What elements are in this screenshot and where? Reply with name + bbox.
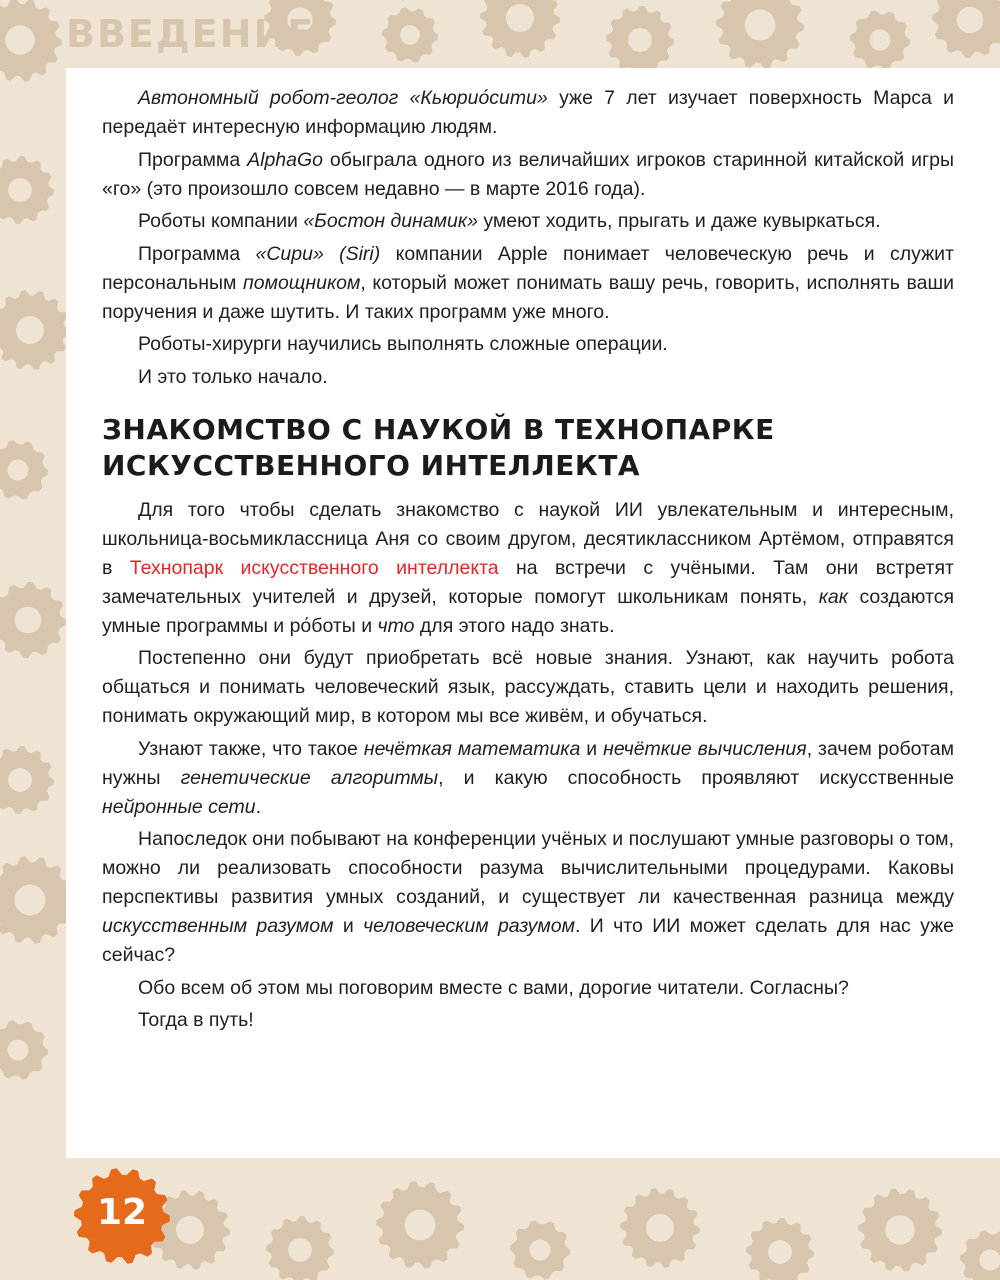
gear-icon bbox=[716, 0, 804, 69]
italic-term: как bbox=[818, 585, 848, 608]
gear-icon bbox=[850, 10, 910, 69]
text-run: . bbox=[255, 795, 262, 818]
gear-icon bbox=[960, 1230, 1000, 1280]
italic-term: искусственным разумом bbox=[102, 915, 334, 937]
text-run: уже 7 лет изучает поверхность Марса и передаёт интересную информацию людям. bbox=[102, 87, 954, 138]
article-body bbox=[102, 84, 954, 1039]
text-run: Роботы-хирурги научились выполнять сложные операции. bbox=[138, 333, 668, 355]
page-number: 12 bbox=[96, 1192, 148, 1233]
text-run: , и какую способность проявляют искусственные bbox=[438, 766, 954, 789]
text-run: . И что ИИ может сделать для нас уже сейчас? bbox=[102, 915, 955, 966]
gear-icon bbox=[620, 1188, 700, 1267]
gear-icon bbox=[510, 1220, 570, 1279]
italic-term: Автономный робот-геолог «Кьюрио́сити» bbox=[138, 87, 548, 109]
text-run: Постепенно они будут приобретать всё новые знания. Узнают, как научить робота общаться и понимать человеческий язык, рассуждать, ставить цели и находить решения, понимать окружающий мир, в котором мы все живём, и обучаться. bbox=[102, 647, 954, 727]
italic-term: нечёткие вычисления bbox=[603, 737, 807, 760]
text-run: создаются умные программы и ро́боты и bbox=[102, 585, 955, 637]
text-run: компании Apple понимает человеческую речь и служит персональным bbox=[102, 242, 954, 294]
text-run: , который может понимать вашу речь, говорить, исполнять ваши поручения и даже шутить. И таких программ уже много. bbox=[102, 271, 955, 323]
gear-icon bbox=[0, 746, 54, 814]
content-panel bbox=[66, 68, 1000, 1158]
gear-icon bbox=[0, 1020, 48, 1079]
text-run: Узнают также, что такое bbox=[138, 737, 364, 760]
text-run: для этого надо знать. bbox=[414, 614, 615, 637]
intro-paragraph bbox=[102, 146, 954, 204]
gear-icon bbox=[0, 290, 70, 369]
italic-term: AlphaGo bbox=[247, 148, 323, 171]
text-run: Программа bbox=[138, 148, 248, 171]
main-paragraphs bbox=[102, 496, 954, 1036]
main-paragraph bbox=[102, 735, 954, 822]
gear-icon bbox=[932, 0, 1000, 58]
text-run: И это только начало. bbox=[138, 365, 328, 388]
main-paragraph bbox=[102, 974, 954, 1003]
intro-paragraph bbox=[102, 207, 954, 236]
gear-icon bbox=[0, 156, 54, 224]
text-run: Роботы компании bbox=[138, 210, 304, 232]
text-run: Тогда в путь! bbox=[138, 1009, 254, 1031]
intro-paragraphs bbox=[102, 84, 954, 392]
gear-icon bbox=[0, 440, 48, 499]
text-run: и bbox=[333, 915, 364, 937]
italic-term: помощником bbox=[243, 271, 361, 294]
gear-icon bbox=[266, 1216, 334, 1280]
italic-term: нечёткая математика bbox=[363, 737, 581, 760]
main-paragraph bbox=[102, 644, 954, 731]
section-heading-line2: ИСКУССТВЕННОГО ИНТЕЛЛЕКТА bbox=[102, 448, 641, 482]
text-run: обыграла одного из величайших игроков старинной китайской игры «го» (это произошло совсем недавно — в марте 2016 года). bbox=[102, 148, 955, 200]
gear-icon bbox=[0, 856, 74, 943]
text-run: Программа bbox=[138, 242, 256, 265]
highlighted-term: Технопарк искусственного интеллекта bbox=[129, 556, 499, 579]
intro-paragraph bbox=[102, 330, 954, 359]
gear-icon bbox=[376, 1181, 464, 1268]
section-heading-line1: ЗНАКОМСТВО С НАУКОЙ В ТЕХНОПАРКЕ bbox=[102, 412, 775, 446]
main-paragraph bbox=[102, 825, 954, 970]
gear-icon bbox=[606, 6, 674, 74]
italic-term: что bbox=[377, 614, 415, 637]
gear-icon bbox=[0, 582, 66, 658]
main-paragraph bbox=[102, 1006, 954, 1035]
text-run: Для того чтобы сделать знакомство с наукой ИИ увлекательным и интересным, школьница-восьмиклассница Аня со своим другом, десятиклассником Артёмом, отправятся в bbox=[102, 498, 954, 579]
section-header: ВВЕДЕНИЕ bbox=[66, 12, 316, 56]
text-run: и bbox=[580, 737, 604, 760]
intro-paragraph bbox=[102, 363, 954, 392]
italic-term: «Сири» (Siri) bbox=[255, 242, 381, 265]
italic-term: нейронные сети bbox=[102, 795, 256, 818]
intro-paragraph bbox=[102, 240, 954, 327]
gear-icon bbox=[0, 0, 62, 82]
text-run: умеют ходить, прыгать и даже кувыркаться. bbox=[477, 210, 881, 232]
gear-icon bbox=[746, 1218, 814, 1280]
text-run: , зачем роботам нужны bbox=[102, 737, 955, 789]
text-run: на встречи с учёными. Там они встретят замечательных учителей и друзей, которые помогут школьникам понять, bbox=[102, 556, 954, 608]
section-heading bbox=[102, 412, 954, 484]
text-run: Напоследок они побывают на конференции учёных и послушают умные разговоры о том, можно ли реализовать способности разума вычислительными процедурами. Каковы перспективы развития умных созданий, и существует ли качественная разница между bbox=[102, 828, 954, 908]
text-run: Обо всем об этом мы поговорим вместе с вами, дорогие читатели. Согласны? bbox=[138, 976, 849, 999]
italic-term: человеческим разумом bbox=[363, 915, 575, 937]
gear-icon bbox=[858, 1188, 942, 1271]
intro-paragraph bbox=[102, 84, 954, 142]
main-paragraph bbox=[102, 496, 954, 641]
italic-term: «Бостон динамик» bbox=[303, 210, 478, 232]
page-number-badge bbox=[62, 1166, 182, 1266]
gear-icon bbox=[480, 0, 560, 58]
gear-icon bbox=[382, 7, 438, 62]
italic-term: генетические алгоритмы bbox=[180, 766, 439, 789]
